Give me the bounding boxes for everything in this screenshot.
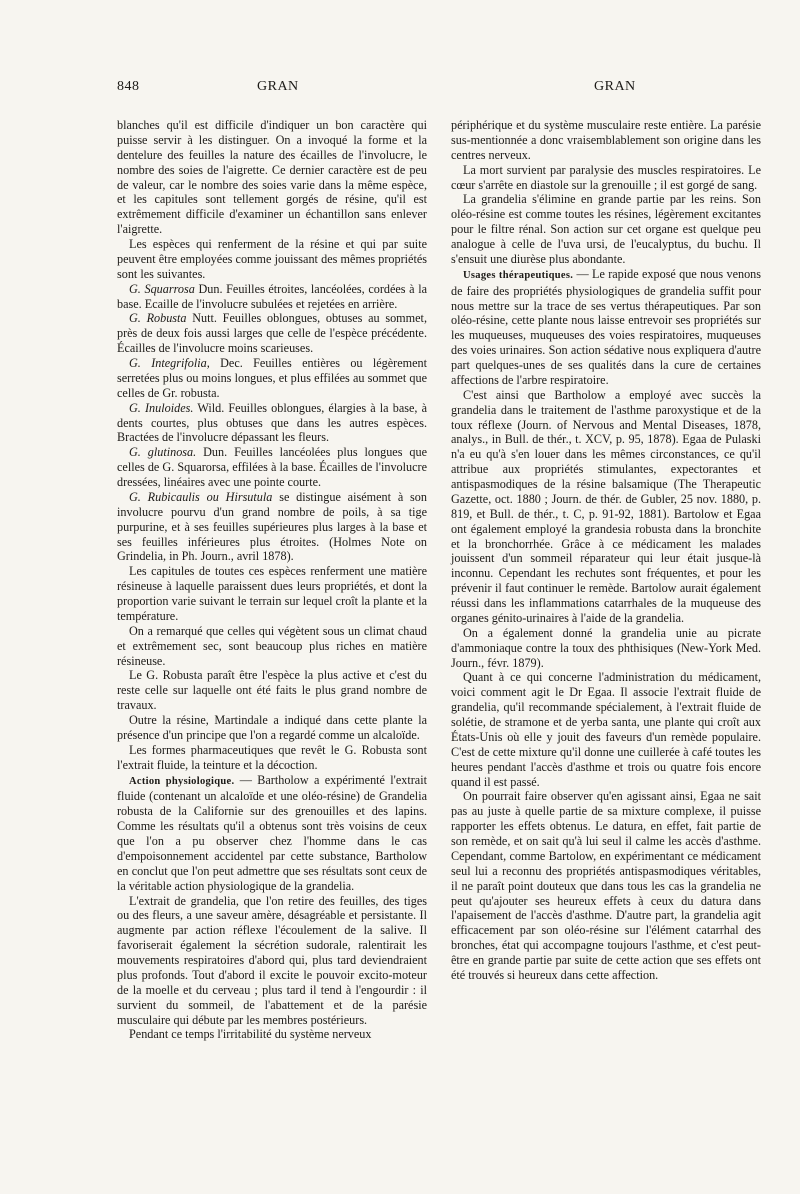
- paragraph-text: L'extrait de grandelia, que l'on retire des feuilles, des tiges ou des fleurs, a une saveur amère, désagréable et persistante. Il augmente par action réflexe l'écoulement de la salive. Il favoriserait également la sécrétion sudorale, ralentirait les mouvements respiratoires d'abord qui, plus tard deviendraient plus profonds. Tout d'abord il excite le pouvoir excito-moteur de la moelle et du cerveau ; plus tard il tend à l'engourdir : il survient du sommeil, de l'abattement et de la parésie musculaire qui débute par les membres postérieurs.: [117, 893, 427, 1027]
- paragraph: [451, 670, 761, 789]
- paragraph: [117, 773, 427, 894]
- paragraph: [117, 624, 427, 669]
- paragraph-text: Les formes pharmaceutiques que revêt le G. Robusta sont l'extrait fluide, la teinture et la décoction.: [117, 742, 427, 772]
- paragraph: [117, 118, 427, 237]
- paragraph: [117, 237, 427, 282]
- species-name: G. glutinosa.: [129, 445, 197, 460]
- paragraph: [451, 118, 761, 163]
- paragraph: [117, 445, 427, 490]
- paragraph-text: C'est ainsi que Bartholow a employé avec succès la grandelia dans le traitement de l'asthme paroxystique et de la toux réflexe (Journ. of Nervous and Mental Diseases, 1878, analys., in Bull. de thér., t. XCV, p. 95, 1878). Egaa de Pulaski n'a eu qu'à s'en louer dans les mêmes circonstances, ce qu'il attribue aux propriétés stimulantes, expectorantes et antispasmodiques de la résine balsamique (The Therapeutic Gazette, oct. 1880 ; Journ. de thér. de Gubler, 25 nov. 1880, p. 819, et Bull. de thér., t. C, p. 91-92, 1881). Bartolow et Egaa ont également employé la grandesia robusta dans la bronchite et la bronchorrhée. Grâce à ce médicament les malades jouissent d'un sommeil réparateur qui leur était jusque-là inconnu. Cependant les rechutes sont fréquentes, et pour les prévenir il faut continuer le remède. Bartolow aurait également réussi dans les inflammations catarrhales de la muqueuse des organes génito-urinaires à l'aide de la grandelia.: [451, 387, 761, 625]
- paragraph: [117, 1027, 427, 1042]
- paragraph-text: On a également donné la grandelia unie au picrate d'ammoniaque contre la toux des phthisiques (New-York Med. Journ., févr. 1879).: [451, 625, 761, 670]
- paragraph-text: On pourrait faire observer qu'en agissant ainsi, Egaa ne sait pas au juste à quelle partie de sa mixture complexe, il puisse rapporter les effets obtenus. Le datura, en effet, fait partie de son remède, et on sait qu'à lui seul il calme les accès d'asthme. Cependant, comme Bartolow, en expérimentant ce médicament seul lui a reconnu des propriétés antispasmodiques véritables, il ne paraît point douteux que dans tous les cas la grandelia ne peut qu'ajouter ses heureux effets à ceux du datura dans l'apaisement de l'accès d'asthme. D'autre part, la grandelia agit efficacement par son oléo-résine sur l'élément catarrhal des bronches, état qui accompagne toujours l'asthme, et c'est peut-être en grande partie par suite de cette action que ses effets ont été trouvés si heureux dans cette affection.: [451, 789, 761, 982]
- paragraph-text: — Le rapide exposé que nous venons de faire des propriétés physiologiques de grandelia suffit pour nous mettre sur la trace de ses vertus thérapeutiques. Par son oléo-résine, cette plante nous laisse entrevoir ses propriétés sur les muqueuses, muqueuses des voies respiratoires, muqueuses des voies urinaires. Son action sédative nous expliquera d'autre part quelques-unes de ses qualités dans la cure de certaines affections de l'arbre respiratoire.: [451, 266, 762, 387]
- paragraph: [117, 401, 427, 446]
- paragraph: [117, 713, 427, 743]
- paragraph: [451, 626, 761, 671]
- page-number: 848: [117, 79, 140, 94]
- paragraph: [117, 564, 427, 624]
- paragraph-text: Le G. Robusta paraît être l'espèce la plus active et c'est du reste celle sur laquelle ont été faits le plus grand nombre de travaux.: [117, 668, 427, 713]
- species-name: G. Rubicaulis ou Hirsutula: [129, 489, 273, 504]
- paragraph-text: La grandelia s'élimine en grande partie par les reins. Son oléo-résine est comme toutes les résines, légèrement excitantes pour le filtre rénal. Son action sur cet organe est quelque peu analogue à celle de l'uva ursi, de l'eucalyptus, du buchu. Il s'ensuit une diurèse plus abondante.: [451, 192, 761, 266]
- paragraph: [117, 282, 427, 312]
- paragraph-text: se distingue aisément à son involucre pourvu d'un grand nombre de poils, à sa tige purpurine, et à ses feuilles supérieures plus larges à la base et ses feuilles inférieures plus étroites. (Holmes Note on Grindelia, in Ph. Journ., avril 1878).: [117, 489, 427, 564]
- species-name: G. Squarrosa: [129, 281, 195, 296]
- left-column: [117, 118, 427, 1042]
- paragraph: [451, 192, 761, 266]
- section-heading: Action physiologique.: [129, 775, 235, 787]
- paragraph: [117, 311, 427, 356]
- paragraph-text: — Bartholow a expérimenté l'extrait fluide (contenant un alcaloïde et une oléo-résine) de Grandelia robusta de la Californie sur des grenouilles et des lapins. Comme les résultats qu'il a obtenus sont très voisins de ceux que l'on a pu observer chez l'homme dans le cas d'empoisonnement accidentel par cette substance, Bartholow en conclut que l'on peut admettre que ses résultats sont ceux de la véritable action physiologique de la grandelia.: [117, 772, 427, 893]
- paragraph-text: Dun. Feuilles étroites, lancéolées, cordées à la base. Ecaille de l'involucre subulées et rejetées en arrière.: [117, 281, 428, 311]
- paragraph-text: Wild. Feuilles oblongues, élargies à la base, à dents courtes, plus obtuses que dans les autres espèces. Bractées de l'involucre dépassant les fleurs.: [117, 400, 427, 445]
- paragraph-text: Dec. Feuilles entières ou légèrement serretées plus ou moins longues, et plus effilées au sommet que celles de Gr. robusta.: [117, 356, 427, 400]
- paragraph-text: Outre la résine, Martindale a indiqué dans cette plante la présence d'un principe que l'on a regardé comme un alcaloïde.: [117, 713, 427, 742]
- paragraph-text: Les espèces qui renferment de la résine et qui par suite peuvent être employées comme jouissant des mêmes propriétés sont les suivantes.: [117, 237, 427, 281]
- paragraph-text: Dun. Feuilles lancéolées plus longues que celles de G. Squarorsa, effilées à la base. Écailles de l'involucre dressées, linéaires avec une pointe courte.: [117, 445, 427, 489]
- paragraph-text: Quant à ce qui concerne l'administration du médicament, voici comment agit le Dr Egaa. Il associe l'extrait fluide de grandelia, qu'il recommande spécialement, à l'extrait fluide de solétie, de stramone et de yerba santa, une plante qui croît aux États-Unis où elle y jouit des faveurs d'un remède populaire. C'est de cette mixture qu'il donne une cuillerée à café toutes les heures pendant l'accès d'asthme et trois ou quatre fois encore quand il est passé.: [451, 670, 761, 789]
- section-heading: Usages thérapeutiques.: [463, 269, 574, 281]
- paragraph: [117, 894, 427, 1028]
- paragraph: [451, 163, 761, 193]
- paragraph-text: blanches qu'il est difficile d'indiquer un bon caractère qui puisse servir à les distinguer. On a invoqué la forme et la dentelure des feuilles la nature des écailles de l'involucre, le nombre des soies de l'aigrette. Ce dernier caractère est de peu de valeur, car le nombre des soies varie dans la même espèce, et les capitules sont tellement gorgés de résine, qu'il est extrêmement difficile d'examiner un échantillon sans enlever l'aigrette.: [117, 118, 427, 237]
- paragraph: [451, 267, 761, 388]
- species-name: G. Integrifolia,: [129, 356, 210, 370]
- paragraph: [117, 490, 427, 564]
- paragraph: [117, 356, 427, 401]
- paragraph-text: périphérique et du système musculaire reste entière. La parésie sus-mentionnée a donc vraisemblablement son origine dans les centres nerveux.: [451, 118, 761, 162]
- paragraph-text: Pendant ce temps l'irritabilité du système nerveux: [129, 1027, 372, 1042]
- paragraph: [451, 789, 761, 982]
- running-head-left: GRAN: [257, 79, 299, 94]
- running-head-right: GRAN: [594, 79, 636, 94]
- right-column: [451, 118, 761, 983]
- paragraph: [451, 388, 761, 626]
- species-name: G. Inuloides.: [129, 400, 194, 415]
- paragraph-text: Les capitules de toutes ces espèces renferment une matière résineuse à laquelle paraissent dues leurs propriétés, et dont la proportion varie suivant le terrain sur lequel croît la plante et la température.: [117, 564, 427, 623]
- paragraph: [117, 668, 427, 713]
- paragraph-text: On a remarqué que celles qui végètent sous un climat chaud et extrêmement sec, sont beaucoup plus riches en matière résineuse.: [117, 623, 427, 668]
- species-name: G. Robusta: [129, 311, 187, 326]
- paragraph: [117, 743, 427, 773]
- paragraph-text: La mort survient par paralysie des muscles respiratoires. Le cœur s'arrête en diastole sur la grenouille ; il est gorgé de sang.: [451, 162, 761, 192]
- paragraph-text: Nutt. Feuilles oblongues, obtuses au sommet, près de deux fois aussi larges que celle de l'espèce précédente. Écailles de l'involucre moins scarieuses.: [117, 311, 427, 356]
